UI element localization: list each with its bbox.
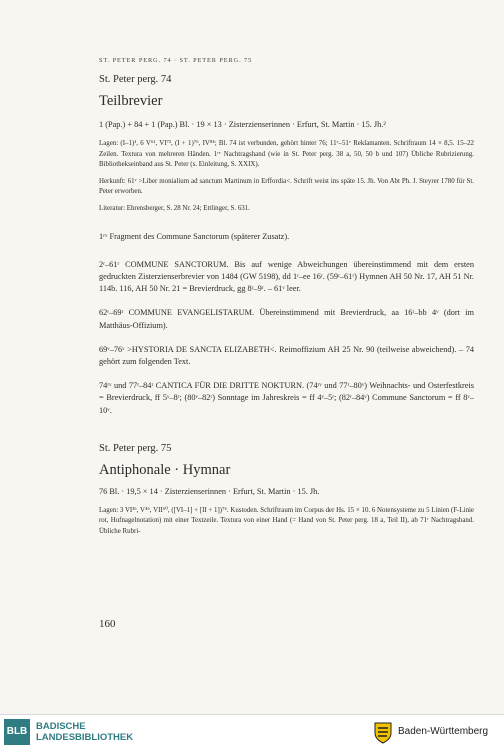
page-content <box>99 57 474 544</box>
entry-74-paragraph-5: 74ʳᵛ und 77ʳ–84ʳ CANTICA FÜR DIE DRITTE NOKTURN. (74ʳᵛ und 77ʳ–80ᵛ) Weihnachts- und Osterfestkreis = Brevierdruck, ff 5ᵛ–8ʳ; (80ᵛ–82ʳ) Sonntage im Jahreskreis = ff 4ᵛ–5ʳ; (82ʳ–84ᵛ) Commune Sanctorum = ff 8ᵛ–10ᵛ. <box>99 381 474 415</box>
library-name[interactable] <box>36 721 133 743</box>
entry-74-title: Teilbrevier <box>99 93 163 109</box>
entry-75-lagen: Lagen: 3 VI³⁶, V⁴⁶, VII⁶⁰, ([VI–1] + [II + 1])⁷⁶. Kustoden. Schriftraum im Corpus der Hs. 15 × 10. 6 Notensysteme zu 5 Linien (F-Linie rot, Hufnagelnotation) mit einer Textzeile. Textura von einer Hand (= Hand von St. Peter perg. 18 a, Teil II), ab 71ʳ Nachtragshand. Übliche Rubri- <box>99 506 474 535</box>
page-number: 160 <box>99 618 116 630</box>
state-name[interactable]: Baden-Württemberg <box>398 726 489 737</box>
entry-74-herkunft: Herkunft: 61ᵛ >Liber monialium ad sanctum Martinum in Erffordia<. Schrift weist ins späte 15. Jh. Von Abt Ph. J. Steyrer 1780 für St. Peter erworben. <box>99 177 474 196</box>
section-gap <box>99 429 474 443</box>
entry-74-signature: St. Peter perg. 74 <box>99 74 172 85</box>
entry-74-paragraph-4: 69ᵛ–76ᵛ >HYSTORIA DE SANCTA ELIZABETH<. Reimoffizium AH 25 Nr. 90 (teilweise abweichend). – 74 gehört zum folgenden Text. <box>99 344 474 366</box>
entry-75-title: Antiphonale · Hymnar <box>99 461 231 478</box>
entry-75-signature: St. Peter perg. 75 <box>99 442 172 454</box>
library-footer <box>0 714 504 749</box>
entry-74-literatur: Literatur: Ehrensberger, S. 28 Nr. 24; Ettlinger, S. 631. <box>99 204 250 212</box>
running-head: ST. PETER PERG. 74 · ST. PETER PERG. 75 <box>99 57 253 64</box>
entry-74-lagen: Lagen: (I–1)¹, 6 V⁶¹, VI⁷³, (I + 1)⁷⁶, IV⁸⁴; Bl. 74 ist verbunden, gehört hinter 76; 11ᵛ–51ᵛ Reklamanten. Schriftraum 14 × 8,5. 15–22 Zeilen. Textura von mehreren Händen. 1ʳᵛ Nachtragshand (wie in St. Peter perg. 38 a, 50, 50 b und 107) Übliche Rubrizierung. Bibliothekseinband aus St. Peter (s. Einleitung, S. XXIX). <box>99 140 474 169</box>
library-name-line-2: LANDESBIBLIOTHEK <box>36 732 134 743</box>
state-coat-of-arms-icon[interactable] <box>372 720 394 744</box>
blb-logo-icon[interactable]: BLB <box>4 719 30 745</box>
entry-74-paragraph-2: 2ʳ–61ʳ COMMUNE SANCTORUM. Bis auf wenige Abweichungen übereinstimmend mit dem ersten gedruckten Zisterzienserbrevier von 1484 (GW 5198), dd 1ʳ–ee 16ʳ. (59ʳ–61ʳ) Hymnen AH 50 Nr. 17, AH 51 Nr. 114b. 116, AH 50 Nr. 21 = Brevierdruck, gg 8ʳ–9ʳ. – 61ᵛ leer. <box>99 259 474 294</box>
library-name-line-1: BADISCHE <box>36 721 86 732</box>
entry-75-meta: 76 Bl. · 19,5 × 14 · Zisterzienserinnen · Erfurt, St. Martin · 15. Jh. <box>99 486 320 496</box>
entry-74-paragraph-1: 1ʳᵛ Fragment des Commune Sanctorum (späterer Zusatz). <box>99 231 290 241</box>
entry-74-paragraph-3: 62ʳ–69ʳ COMMUNE EVANGELISTARUM. Übereinstimmend mit Brevierdruck, aa 16ʳ–bb 4ᵛ (dort im Matthäus-Offizium). <box>99 308 474 330</box>
entry-74-meta: 1 (Pap.) + 84 + 1 (Pap.) Bl. · 19 × 13 · Zisterzienserinnen · Erfurt, St. Martin · 15. Jh.² <box>99 120 386 129</box>
